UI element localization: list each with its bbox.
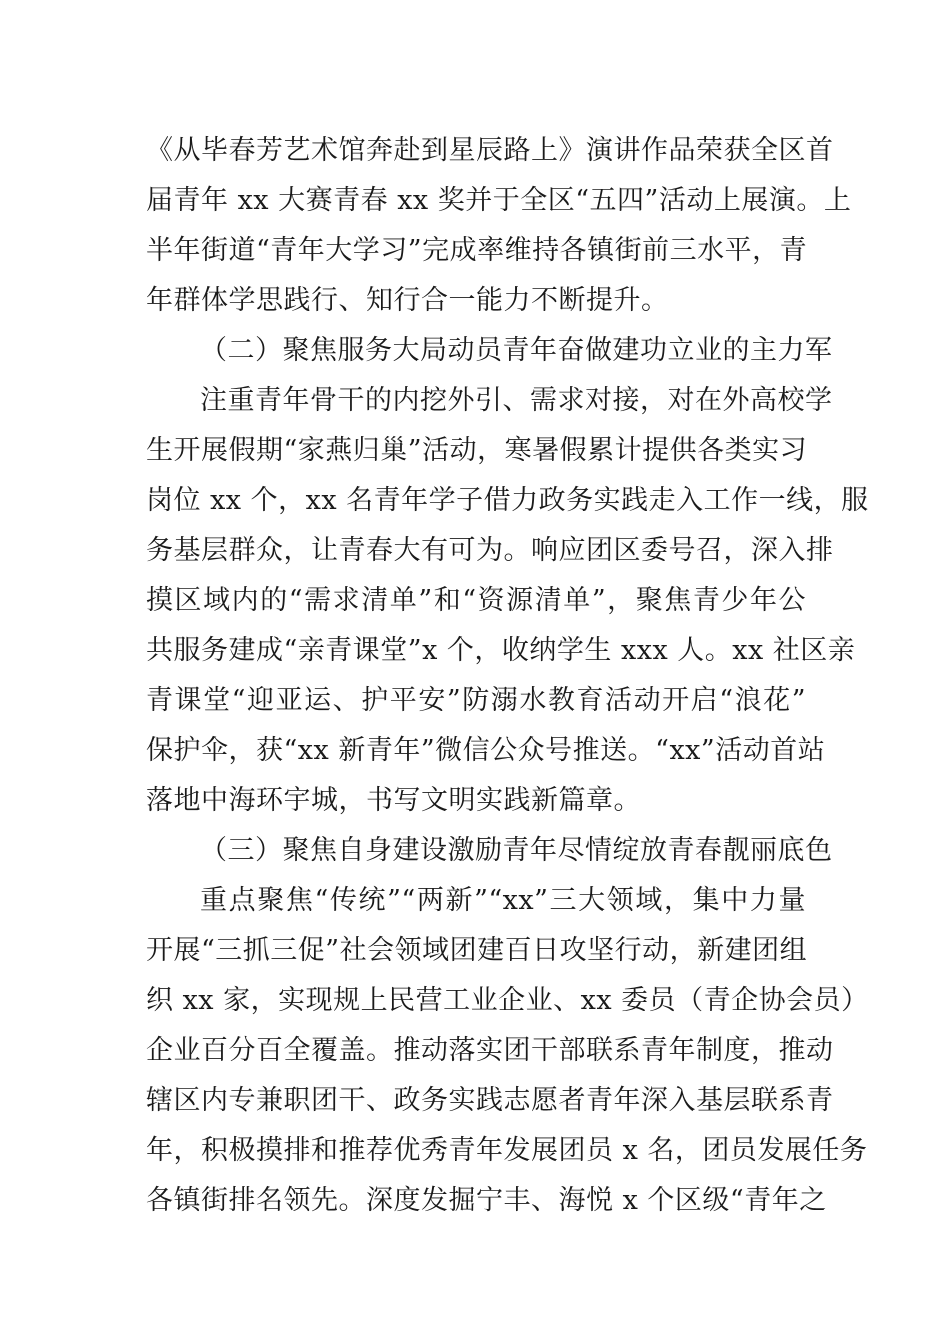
- section-heading: （三）聚焦自身建设激励青年尽情绽放青春靓丽底色: [200, 835, 833, 866]
- paragraph-line: 企业百分百全覆盖。推动落实团干部联系青年制度，推动: [146, 1035, 834, 1066]
- paragraph-line: 摸区域内的“需求清单”和“资源清单”，聚焦青少年公: [146, 585, 806, 616]
- paragraph-line: 《从毕春芳艺术馆奔赴到星辰路上》演讲作品荣获全区首: [146, 135, 834, 166]
- paragraph-line: 重点聚焦“传统”“两新”“xx”三大领域，集中力量: [200, 885, 806, 916]
- paragraph-line: 各镇街排名领先。深度发掘宁丰、海悦 x 个区级“青年之: [146, 1185, 827, 1216]
- paragraph-line: 注重青年骨干的内挖外引、需求对接，对在外高校学: [200, 385, 833, 416]
- section-heading: （二）聚焦服务大局动员青年奋做建功立业的主力军: [200, 335, 833, 366]
- paragraph-line: 织 xx 家，实现规上民营工业企业、xx 委员（青企协会员）: [146, 985, 869, 1016]
- paragraph-line: 辖区内专兼职团干、政务实践志愿者青年深入基层联系青: [146, 1085, 834, 1116]
- paragraph-line: 届青年 xx 大赛青春 xx 奖并于全区“五四”活动上展演。上: [146, 185, 852, 216]
- paragraph-line: 岗位 xx 个，xx 名青年学子借力政务实践走入工作一线，服: [146, 485, 869, 516]
- paragraph-line: 青课堂“迎亚运、护平安”防溺水教育活动开启“浪花”: [146, 685, 806, 716]
- paragraph-line: 落地中海环宇城，书写文明实践新篇章。: [146, 785, 641, 816]
- paragraph-line: 年，积极摸排和推荐优秀青年发展团员 x 名，团员发展任务: [146, 1135, 868, 1166]
- paragraph-line: 生开展假期“家燕归巢”活动，寒暑假累计提供各类实习: [146, 435, 808, 466]
- paragraph-line: 保护伞，获“xx 新青年”微信公众号推送。“xx”活动首站: [146, 735, 826, 766]
- paragraph-line: 务基层群众，让青春大有可为。响应团区委号召，深入排: [146, 535, 834, 566]
- paragraph-line: 共服务建成“亲青课堂”x 个，收纳学生 xxx 人。xx 社区亲: [146, 635, 856, 666]
- paragraph-line: 年群体学思践行、知行合一能力不断提升。: [146, 285, 669, 316]
- paragraph-line: 半年街道“青年大学习”完成率维持各镇街前三水平，青: [146, 235, 808, 266]
- paragraph-line: 开展“三抓三促”社会领域团建百日攻坚行动，新建团组: [146, 935, 808, 966]
